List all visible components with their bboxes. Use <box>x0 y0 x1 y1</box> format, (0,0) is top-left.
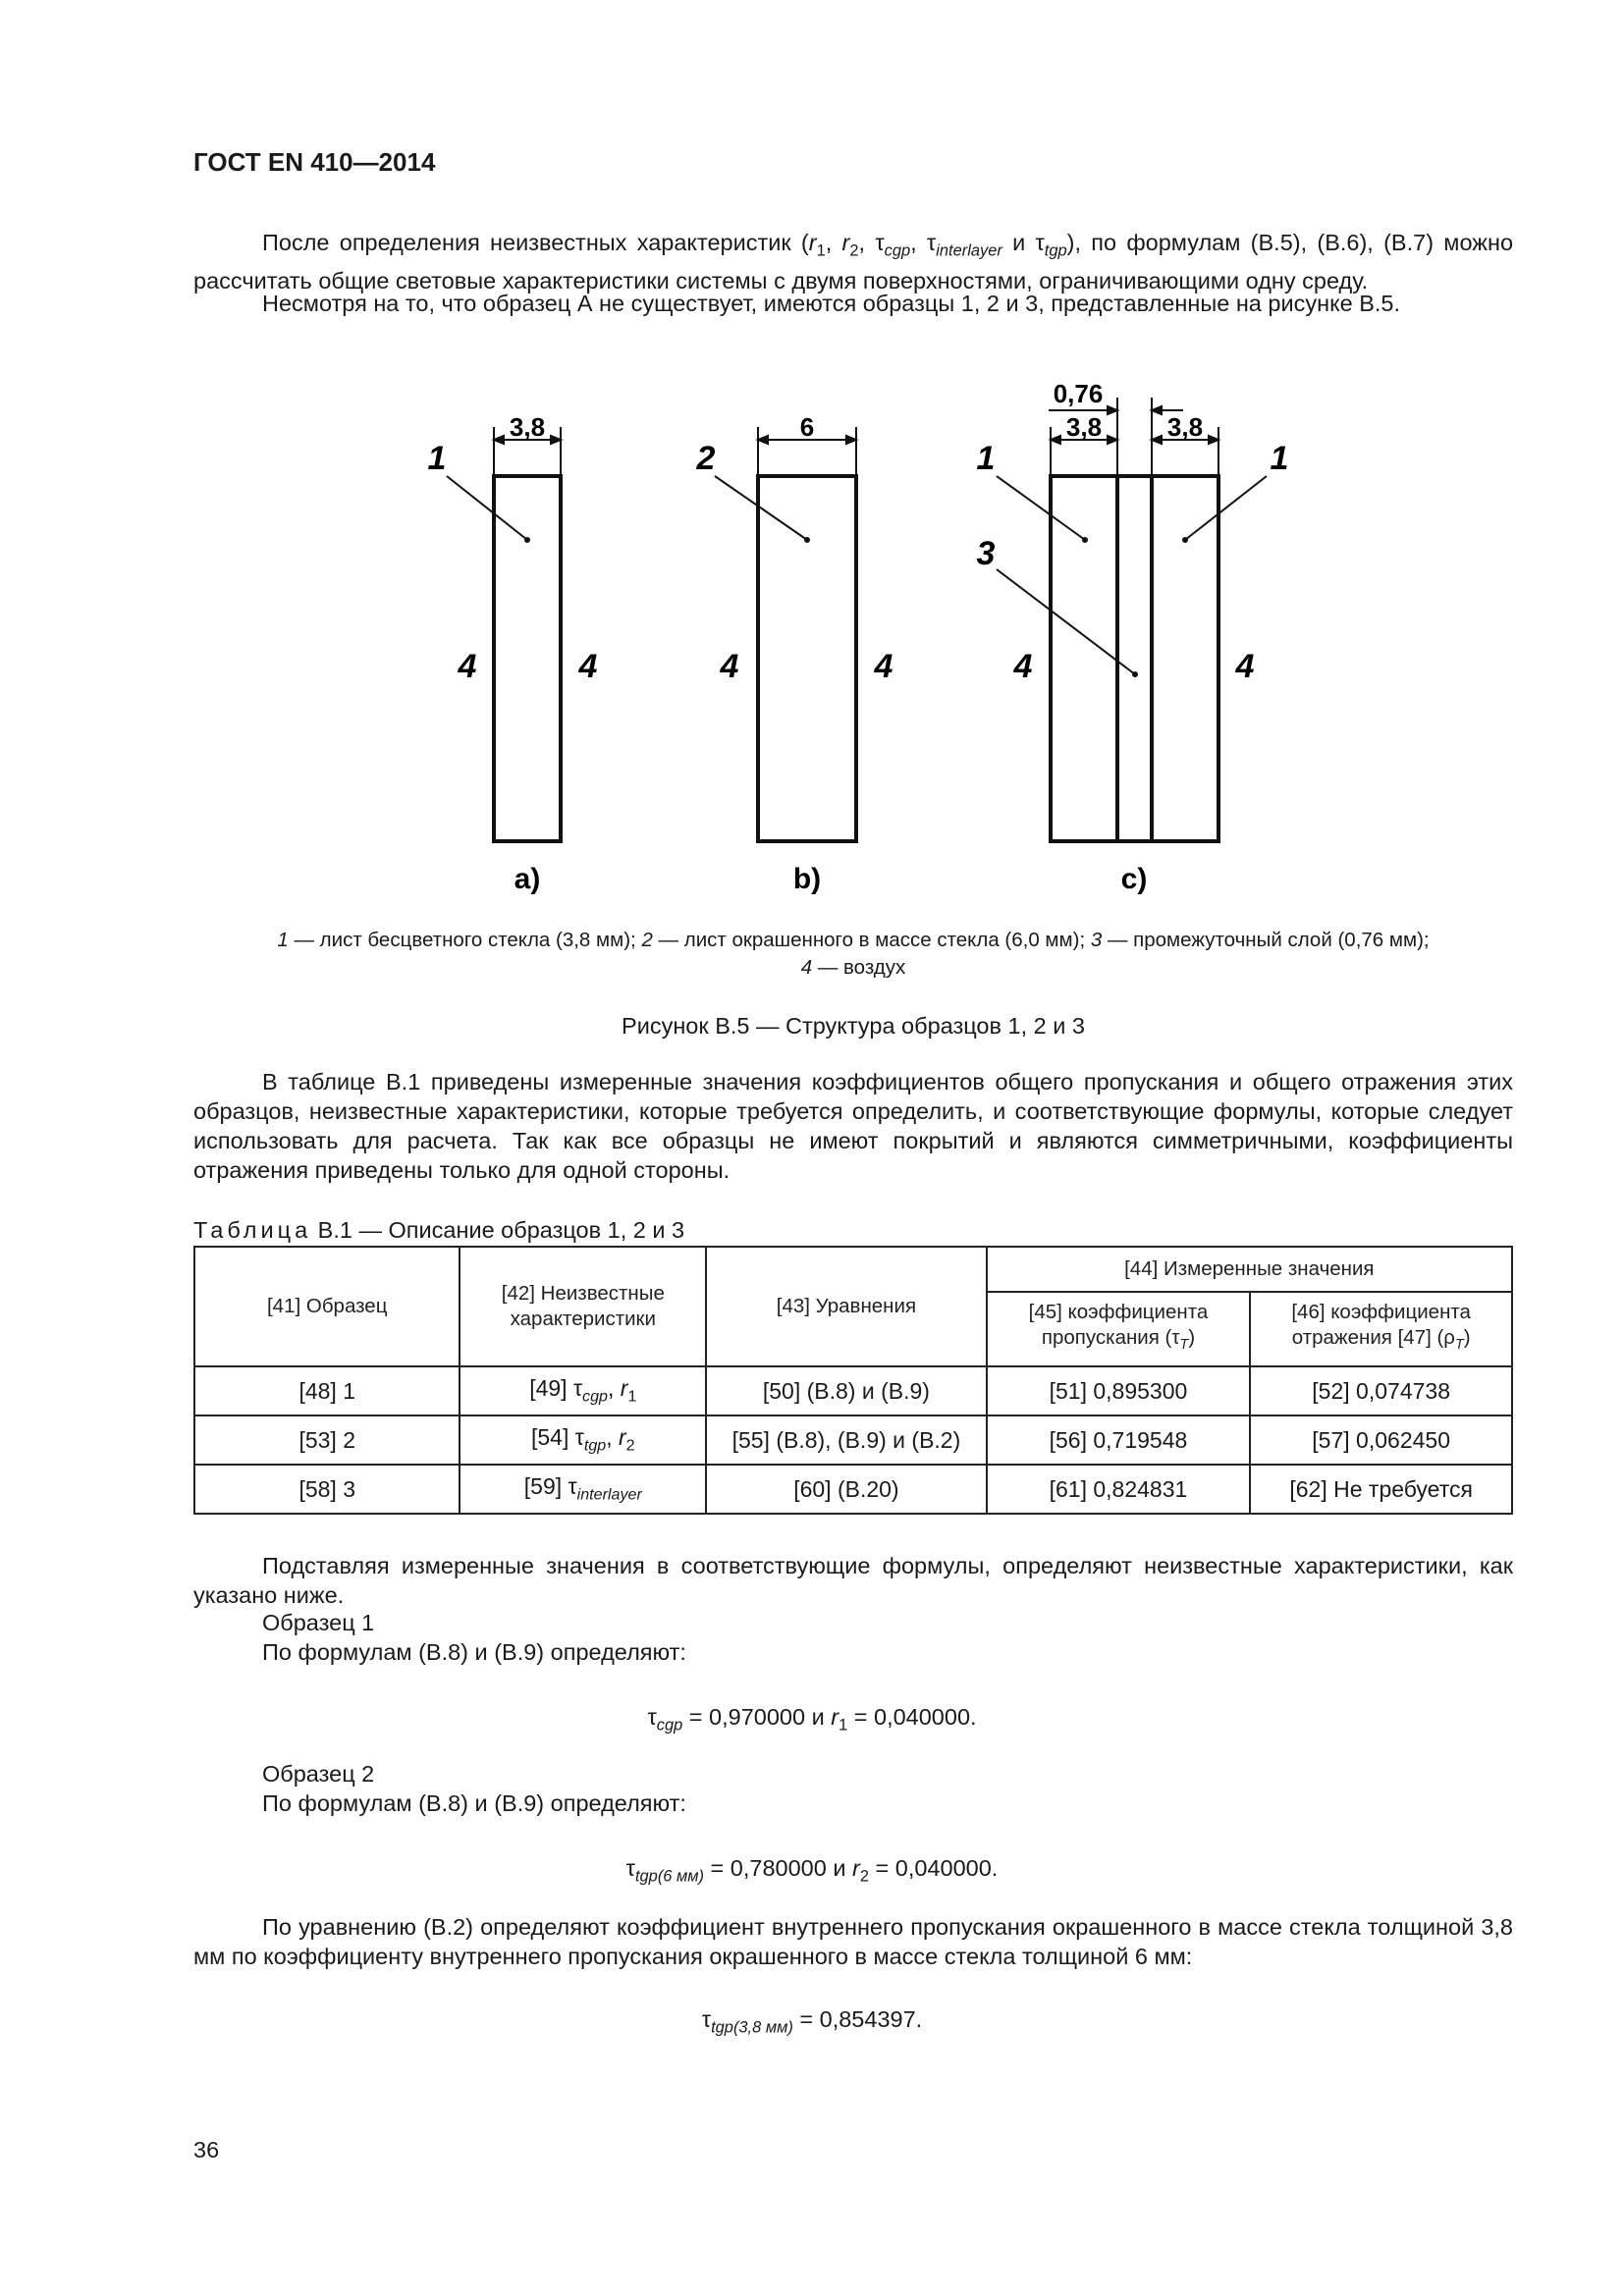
sample-1-formulas-line: По формулам (В.8) и (В.9) определяют: <box>262 1639 686 1665</box>
dim-a-thickness: 3,8 <box>509 412 546 442</box>
sample-c-left-sheet <box>1051 476 1117 841</box>
equation-b2-paragraph: По уравнению (В.2) определяют коэффициент внутреннего пропускания окрашенного в массе стекла толщиной 3,8 мм по коэффициенту внутреннего пропускания окрашенного в массе стекла толщиной 6 мм: <box>193 1914 1513 1969</box>
sample-2-heading: Образец 2 <box>262 1761 375 1787</box>
header-reflectance: [46] коэффициента отражения [47] $(\rho_T)$ <box>1250 1292 1512 1366</box>
label-4-c-right: 4 <box>1235 648 1255 685</box>
table-row: [48] 1 [49] $\tau_{cgp}$, $r_1$ [50] (В.8) и (В.9) [51] 0,895300 [52] 0,074738 <box>194 1366 1512 1415</box>
figure-sample-structures <box>0 353 1624 913</box>
label-1-a: 1 <box>427 440 447 477</box>
table-row: [53] 2 [54] $\tau_{tgp}$, $r_2$ [55] (В.8), (В.9) и (В.2) [56] 0,719548 [57] 0,062450 <box>194 1415 1512 1465</box>
intro-paragraph-2: Несмотря на то, что образец А не существует, имеются образцы 1, 2 и 3, представленные на рисунке В.5. <box>262 291 1401 316</box>
header-transmittance: [45] коэффициента пропускания $(\tau_T)$ <box>987 1292 1251 1366</box>
label-4-a-left: 4 <box>458 648 477 685</box>
formula-sample-1: $\tau_{cgp} = 0,970000$ и $r_1 = 0,040000$. <box>647 1704 977 1735</box>
sample-c-right-sheet <box>1152 476 1218 841</box>
sample-1-heading: Образец 1 <box>262 1610 375 1635</box>
formula-sample-2: $\tau_{tgp(6 мм)} = 0,780000$ и $r_2 = 0,040000$. <box>625 1855 999 1886</box>
sublabel-a: а) <box>514 863 541 895</box>
dim-c-right-thickness: 3,8 <box>1166 412 1204 442</box>
sublabel-b: b) <box>792 863 822 895</box>
page-number: 36 <box>193 2137 220 2163</box>
header-sample: [41] Образец <box>194 1247 460 1366</box>
header-measured: [44] Измеренные значения <box>987 1247 1512 1292</box>
label-4-c-left: 4 <box>1013 648 1033 685</box>
header-unknown: [42] Неизвестные характеристики <box>460 1247 706 1366</box>
sample-2-formulas-line: По формулам (В.8) и (В.9) определяют: <box>262 1790 686 1816</box>
table-title: Таблица В.1 — Описание образцов 1, 2 и 3 <box>193 1217 685 1243</box>
dim-c-left-thickness: 3,8 <box>1065 412 1103 442</box>
sample-b-glass-sheet <box>758 476 856 841</box>
label-1-c-left: 1 <box>976 440 996 477</box>
figure-caption: Рисунок В.5 — Структура образцов 1, 2 и 3 <box>622 1013 1085 1039</box>
samples-table <box>193 1246 1513 1515</box>
label-4-a-right: 4 <box>578 648 598 685</box>
dim-c-interlayer-thickness: 0,76 <box>1053 379 1104 408</box>
formula-tgp-3-8: $\tau_{tgp(3,8 мм)} = 0,854397$. <box>701 2006 923 2037</box>
sample-a-glass-sheet <box>494 476 561 841</box>
intro-paragraph-1: После определения неизвестных характеристик ($r_1$, $r_2$, $\tau_{cgp}$, $\tau_{interlayer}$ и $\tau_{tgp}$), по формулам (В.5), (В.6), (В.7) можно рассчитать общие световые характеристики системы с двумя поверхностями, ограничивающими одну среду. <box>193 230 1514 294</box>
table-intro-paragraph: В таблице В.1 приведены измеренные значения коэффициентов общего пропускания и общего отражения этих образцов, неизвестные характеристики, которые требуется определить, и соответствующие формулы, которые следует использовать для расчета. Так как все образцы не имеют покрытий и являются симметричными, коэффициенты отражения приведены только для одной стороны. <box>193 1069 1513 1183</box>
figure-legend: 1 — лист бесцветного стекла (3,8 мм); 2 — лист окрашенного в массе стекла (6,0 мм); 3 — промежуточный слой (0,76 мм); 4 — воздух <box>277 929 1430 979</box>
sublabel-c: c) <box>1120 863 1148 895</box>
table-row: [58] 3 [59] $\tau_{interlayer}$ [60] (В.20) [61] 0,824831 [62] Не требуется <box>194 1465 1512 1514</box>
sample-c-interlayer <box>1117 476 1152 841</box>
header-equations: [43] Уравнения <box>706 1247 986 1366</box>
label-2-b: 2 <box>696 440 716 477</box>
dim-b-thickness: 6 <box>799 412 815 442</box>
label-1-c-right: 1 <box>1270 440 1289 477</box>
substitution-paragraph: Подставляя измеренные значения в соответствующие формулы, определяют неизвестные характеристики, как указано ниже. <box>193 1553 1513 1608</box>
label-4-b-right: 4 <box>874 648 893 685</box>
label-4-b-left: 4 <box>720 648 739 685</box>
label-3-c: 3 <box>976 535 996 572</box>
document-header: ГОСТ EN 410—2014 <box>193 147 436 177</box>
